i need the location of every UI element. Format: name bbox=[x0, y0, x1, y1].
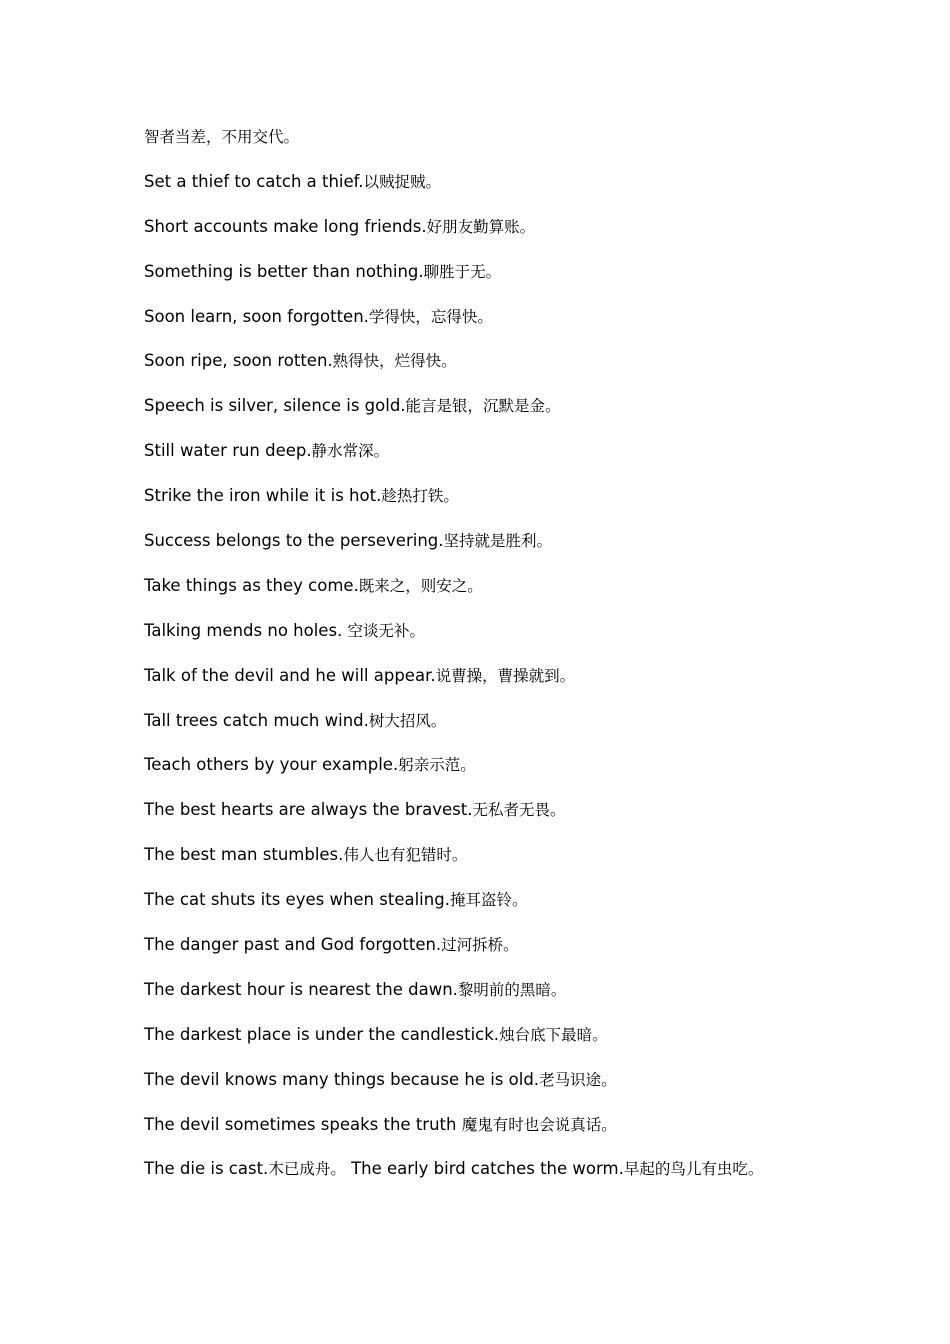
proverb-line bbox=[144, 887, 904, 932]
proverb-line bbox=[144, 438, 904, 483]
proverb-line bbox=[144, 483, 904, 528]
proverb-chinese: 黎明前的黑暗。 bbox=[457, 980, 567, 999]
proverb-english: The best man stumbles. bbox=[144, 845, 344, 865]
proverb-chinese: 木已成舟。 bbox=[268, 1160, 346, 1179]
proverb-chinese: 伟人也有犯错时。 bbox=[343, 846, 468, 865]
proverb-line bbox=[144, 259, 904, 304]
proverb-line bbox=[144, 842, 904, 887]
proverb-line bbox=[144, 752, 904, 797]
proverb-chinese: 聊胜于无。 bbox=[423, 262, 502, 281]
proverb-chinese: 魔鬼有时也会说真话。 bbox=[461, 1115, 617, 1134]
proverb-line bbox=[144, 1022, 904, 1067]
proverb-line bbox=[144, 304, 904, 349]
proverb-english: The danger past and God forgotten. bbox=[144, 935, 442, 955]
proverb-line bbox=[144, 663, 904, 708]
proverb-line bbox=[144, 169, 904, 214]
proverb-line bbox=[144, 1156, 904, 1201]
proverb-english: Set a thief to catch a thief. bbox=[144, 171, 364, 191]
proverb-chinese: 无私者无畏。 bbox=[472, 801, 566, 820]
proverb-chinese: 以贼捉贼。 bbox=[363, 172, 442, 191]
proverb-line bbox=[144, 797, 904, 842]
proverb-english: Success belongs to the persevering. bbox=[144, 531, 444, 551]
proverb-chinese: 躬亲示范。 bbox=[398, 756, 476, 775]
proverb-english: The darkest place is under the candlestick. bbox=[144, 1024, 500, 1044]
proverb-line bbox=[144, 932, 904, 977]
proverb-chinese: 烛台底下最暗。 bbox=[499, 1025, 608, 1044]
proverb-chinese: 智者当差，不用交代。 bbox=[144, 128, 300, 146]
proverb-english: Tall trees catch much wind. bbox=[144, 710, 369, 730]
proverb-line bbox=[144, 708, 904, 753]
proverb-english: Teach others by your example. bbox=[144, 755, 399, 775]
proverb-english: Short accounts make long friends. bbox=[144, 216, 427, 236]
proverb-chinese: 好朋友勤算账。 bbox=[426, 217, 536, 236]
proverb-chinese: 空谈无补。 bbox=[347, 621, 426, 640]
proverb-chinese: 趁热打铁。 bbox=[381, 487, 459, 506]
proverb-line bbox=[144, 348, 904, 393]
proverb-line bbox=[144, 393, 904, 438]
proverb-english: The devil sometimes speaks the truth bbox=[144, 1114, 462, 1134]
proverb-chinese-second: 早起的鸟儿有虫吃。 bbox=[623, 1160, 764, 1179]
proverb-english: The cat shuts its eyes when stealing. bbox=[144, 890, 450, 910]
proverb-line bbox=[144, 214, 904, 259]
proverb-chinese: 说曹操，曹操就到。 bbox=[435, 666, 576, 685]
proverb-english-second: The early bird catches the worm. bbox=[345, 1159, 624, 1179]
proverb-line bbox=[144, 618, 904, 663]
proverb-english: Strike the iron while it is hot. bbox=[144, 486, 382, 506]
proverb-chinese: 树大招风。 bbox=[368, 711, 447, 730]
proverb-chinese: 坚持就是胜利。 bbox=[443, 532, 553, 551]
proverb-line bbox=[144, 573, 904, 618]
proverb-english: Take things as they come. bbox=[144, 575, 359, 595]
proverb-english: Speech is silver, silence is gold. bbox=[144, 396, 406, 416]
proverb-english: The best hearts are always the bravest. bbox=[144, 800, 473, 820]
proverb-chinese: 过河拆桥。 bbox=[441, 936, 519, 955]
proverb-line bbox=[144, 528, 904, 573]
proverb-chinese: 熟得快，烂得快。 bbox=[332, 352, 457, 371]
proverb-english: Soon learn, soon forgotten. bbox=[144, 306, 369, 326]
proverb-line bbox=[144, 124, 904, 169]
proverb-english: Talking mends no holes. bbox=[144, 620, 348, 640]
proverb-list bbox=[144, 124, 904, 1201]
proverb-chinese: 掩耳盗铃。 bbox=[449, 891, 528, 910]
proverb-english: The devil knows many things because he is old. bbox=[144, 1069, 540, 1089]
proverb-english: Soon ripe, soon rotten. bbox=[144, 351, 333, 371]
proverb-chinese: 能言是银，沉默是金。 bbox=[405, 397, 561, 416]
proverb-line bbox=[144, 1067, 904, 1112]
proverb-line bbox=[144, 977, 904, 1022]
proverb-english: Still water run deep. bbox=[144, 441, 312, 461]
proverb-chinese: 静水常深。 bbox=[311, 442, 390, 461]
proverb-line bbox=[144, 1112, 904, 1157]
proverb-chinese: 学得快，忘得快。 bbox=[368, 307, 493, 326]
proverb-english: The darkest hour is nearest the dawn. bbox=[144, 979, 458, 999]
proverb-chinese: 老马识途。 bbox=[539, 1070, 617, 1089]
proverb-chinese: 既来之，则安之。 bbox=[358, 576, 483, 595]
proverb-english: Talk of the devil and he will appear. bbox=[144, 665, 436, 685]
proverb-english: Something is better than nothing. bbox=[144, 261, 424, 281]
proverb-english: The die is cast. bbox=[144, 1159, 269, 1179]
